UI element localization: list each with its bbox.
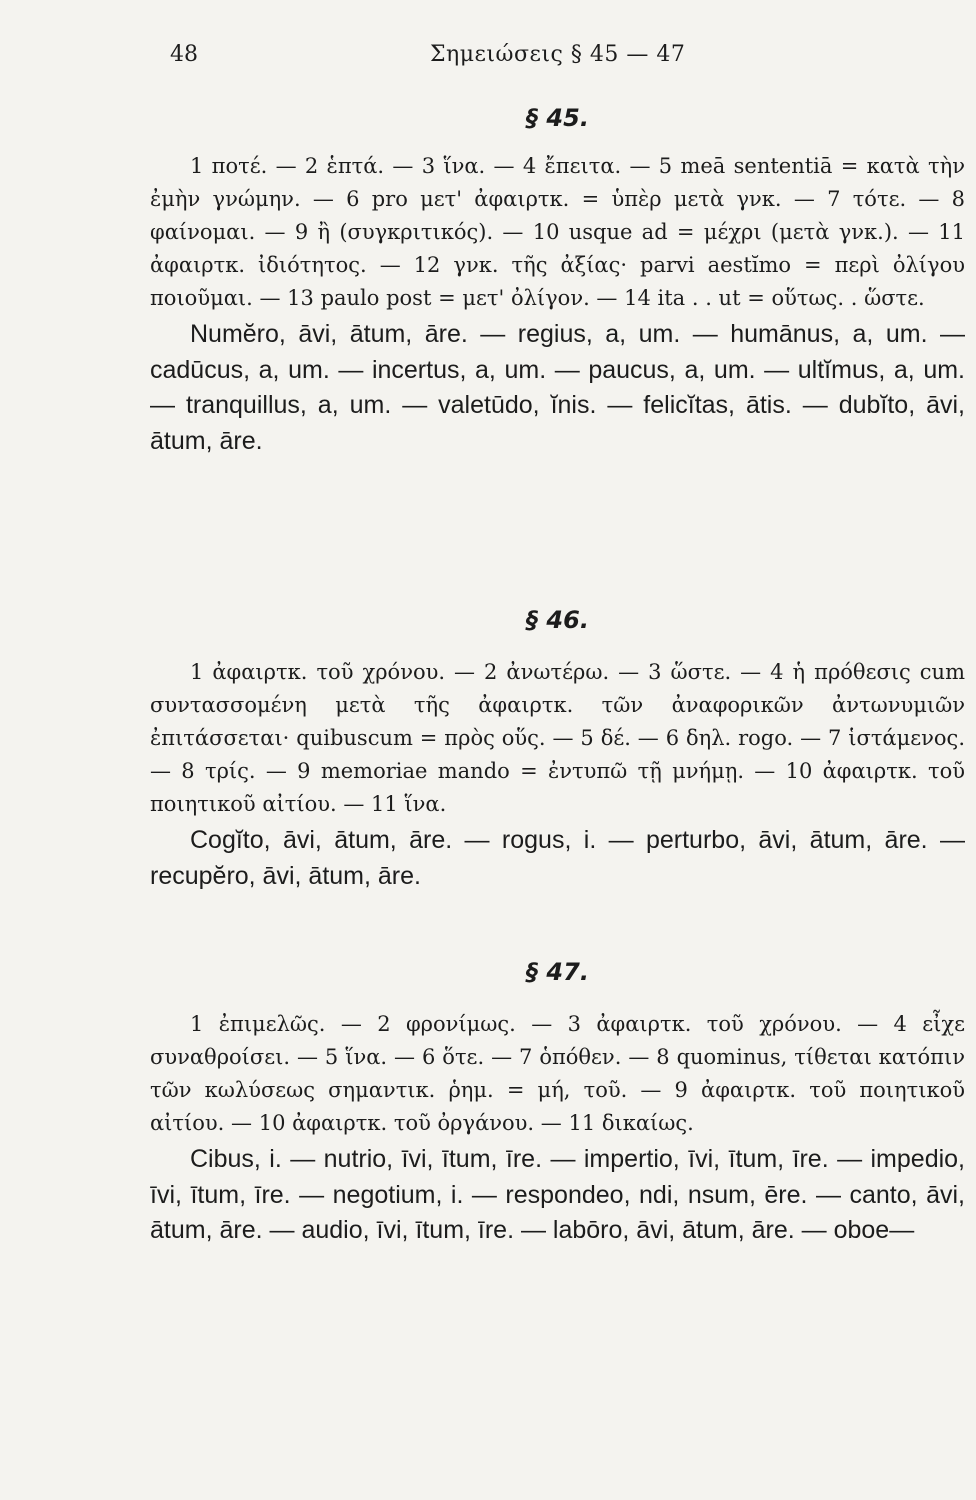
section-46 [150, 606, 965, 894]
running-title: Σημειώσεις § 45 — 47 [430, 42, 686, 67]
section-title: § 45. [526, 104, 589, 132]
section-notes: 1 ἐπιμελῶς. — 2 φρονίμως. — 3 ἀφαιρτκ. τοῦ χρόνου. — 4 εἶχε συναθροίσει. — 5 ἵνα. — 6 ὅτε. — 7 ὁπόθεν. — 8 quominus, τίθεται κατόπιν τῶν κωλύσεως σημαντικ. ῥημ. = μή, τοῦ. — 9 ἀφαιρτκ. τοῦ ποιητικοῦ αἰτίου. — 10 ἀφαιρτκ. τοῦ ὀργάνου. — 11 δικαίως. [150, 1012, 965, 1135]
section-title: § 46. [526, 606, 589, 634]
section-vocabulary: Cibus, i. — nutrio, īvi, ītum, īre. — impertio, īvi, ītum, īre. — impedio, īvi, ītum, īre. — negotium, i. — respondeo, ndi, nsum, ēre. — canto, āvi, ātum, āre. — audio, īvi, ītum, īre. — labōro, āvi, ātum, āre. — oboe— [150, 1145, 965, 1244]
section-vocabulary: Cogĭto, āvi, ātum, āre. — rogus, i. — perturbo, āvi, ātum, āre. — recupĕro, āvi, ātum, āre. [150, 826, 965, 890]
section-vocabulary: Numĕro, āvi, ātum, āre. — regius, a, um. — humānus, a, um. — cadūcus, a, um. — incertus, a, um. — paucus, a, um. — ultĭmus, a, um. — tranquillus, a, um. — valetūdo, ĭnis. — felicĭtas, ātis. — dubĭto, āvi, ātum, āre. [150, 320, 965, 455]
section-title: § 47. [526, 958, 589, 986]
section-notes: 1 ἀφαιρτκ. τοῦ χρόνου. — 2 ἀνωτέρω. — 3 ὥστε. — 4 ἡ πρόθεσις cum συντασσομένη μετὰ τῆς ἀφαιρτκ. τῶν ἀναφορικῶν ἀντωνυμιῶν ἐπιτάσσεται· quibuscum = πρὸς οὕς. — 5 δέ. — 6 δηλ. rogo. — 7 ἱστάμενος. — 8 τρίς. — 9 memoriae mando = ἐντυπῶ τῇ μνήμῃ. — 10 ἀφαιρτκ. τοῦ ποιητικοῦ αἰτίου. — 11 ἵνα. [150, 660, 965, 816]
section-47 [150, 958, 965, 1249]
section-notes: 1 ποτέ. — 2 ἑπτά. — 3 ἵνα. — 4 ἔπειτα. — 5 meā sententiā = κατὰ τὴν ἐμὴν γνώμην. — 6 pro μετ' ἀφαιρτκ. = ὑπὲρ μετὰ γνκ. — 7 τότε. — 8 φαίνομαι. — 9 ἢ (συγκριτικός). — 10 usque ad = μέχρι (μετὰ γνκ.). — 11 ἀφαιρτκ. ἰδιότητος. — 12 γνκ. τῆς ἀξίας· parvi aestĭmo = περὶ ὀλίγου ποιοῦμαι. — 13 paulo post = μετ' ὀλίγον. — 14 ita . . ut = οὕτως. . ὥστε. [150, 154, 965, 310]
section-45 [150, 104, 965, 459]
page-header [0, 36, 976, 76]
page-number: 48 [170, 42, 198, 67]
